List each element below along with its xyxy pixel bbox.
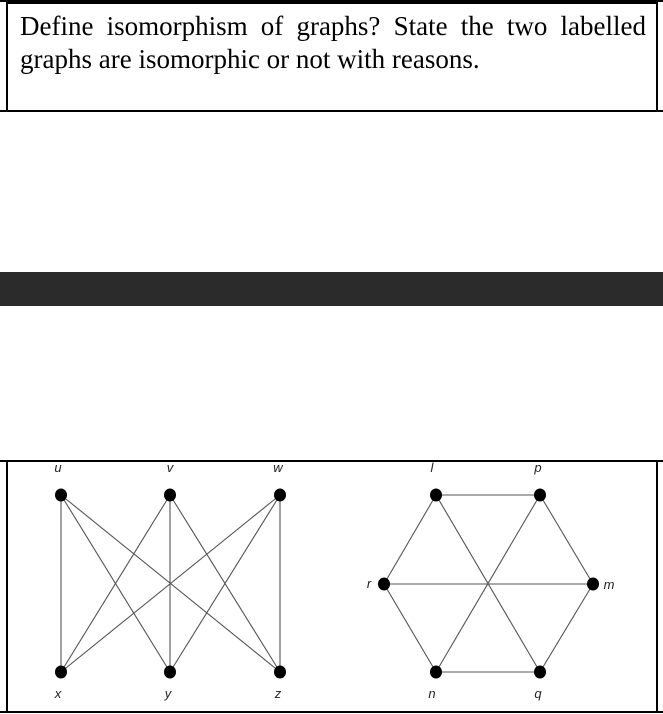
vertex-x bbox=[55, 666, 67, 679]
vertex-label-y: y bbox=[164, 686, 172, 701]
vertex-q bbox=[534, 666, 546, 679]
vertex-label-n: n bbox=[428, 686, 436, 701]
vertex-u bbox=[55, 489, 67, 502]
vertex-r bbox=[378, 578, 390, 591]
edge-p-m bbox=[540, 495, 593, 584]
graph-h bbox=[367, 460, 615, 701]
vertex-label-m: m bbox=[603, 577, 615, 592]
vertex-label-l: l bbox=[430, 460, 434, 475]
vertex-label-u: u bbox=[54, 460, 62, 475]
vertex-label-v: v bbox=[166, 460, 174, 475]
graph-g bbox=[54, 460, 286, 701]
vertex-y bbox=[164, 666, 176, 679]
vertex-label-z: z bbox=[274, 686, 282, 701]
edge-r-l bbox=[384, 495, 436, 584]
vertex-n bbox=[430, 666, 442, 679]
vertex-label-r: r bbox=[366, 576, 372, 591]
vertex-label-q: q bbox=[534, 686, 542, 701]
vertex-z bbox=[274, 666, 286, 679]
vertex-m bbox=[587, 578, 599, 591]
edge-n-r bbox=[384, 584, 436, 672]
vertex-w bbox=[274, 489, 286, 502]
vertex-p bbox=[534, 489, 546, 502]
edge-m-q bbox=[540, 584, 593, 672]
vertex-label-w: w bbox=[273, 460, 283, 475]
vertex-l bbox=[430, 489, 442, 502]
vertex-label-x: x bbox=[54, 686, 62, 701]
question-text: Define isomorphism of graphs? State the two labelled graphs are isomorphic or not with reasons. bbox=[20, 11, 646, 74]
vertex-label-p: p bbox=[534, 460, 542, 475]
vertex-v bbox=[164, 489, 176, 502]
